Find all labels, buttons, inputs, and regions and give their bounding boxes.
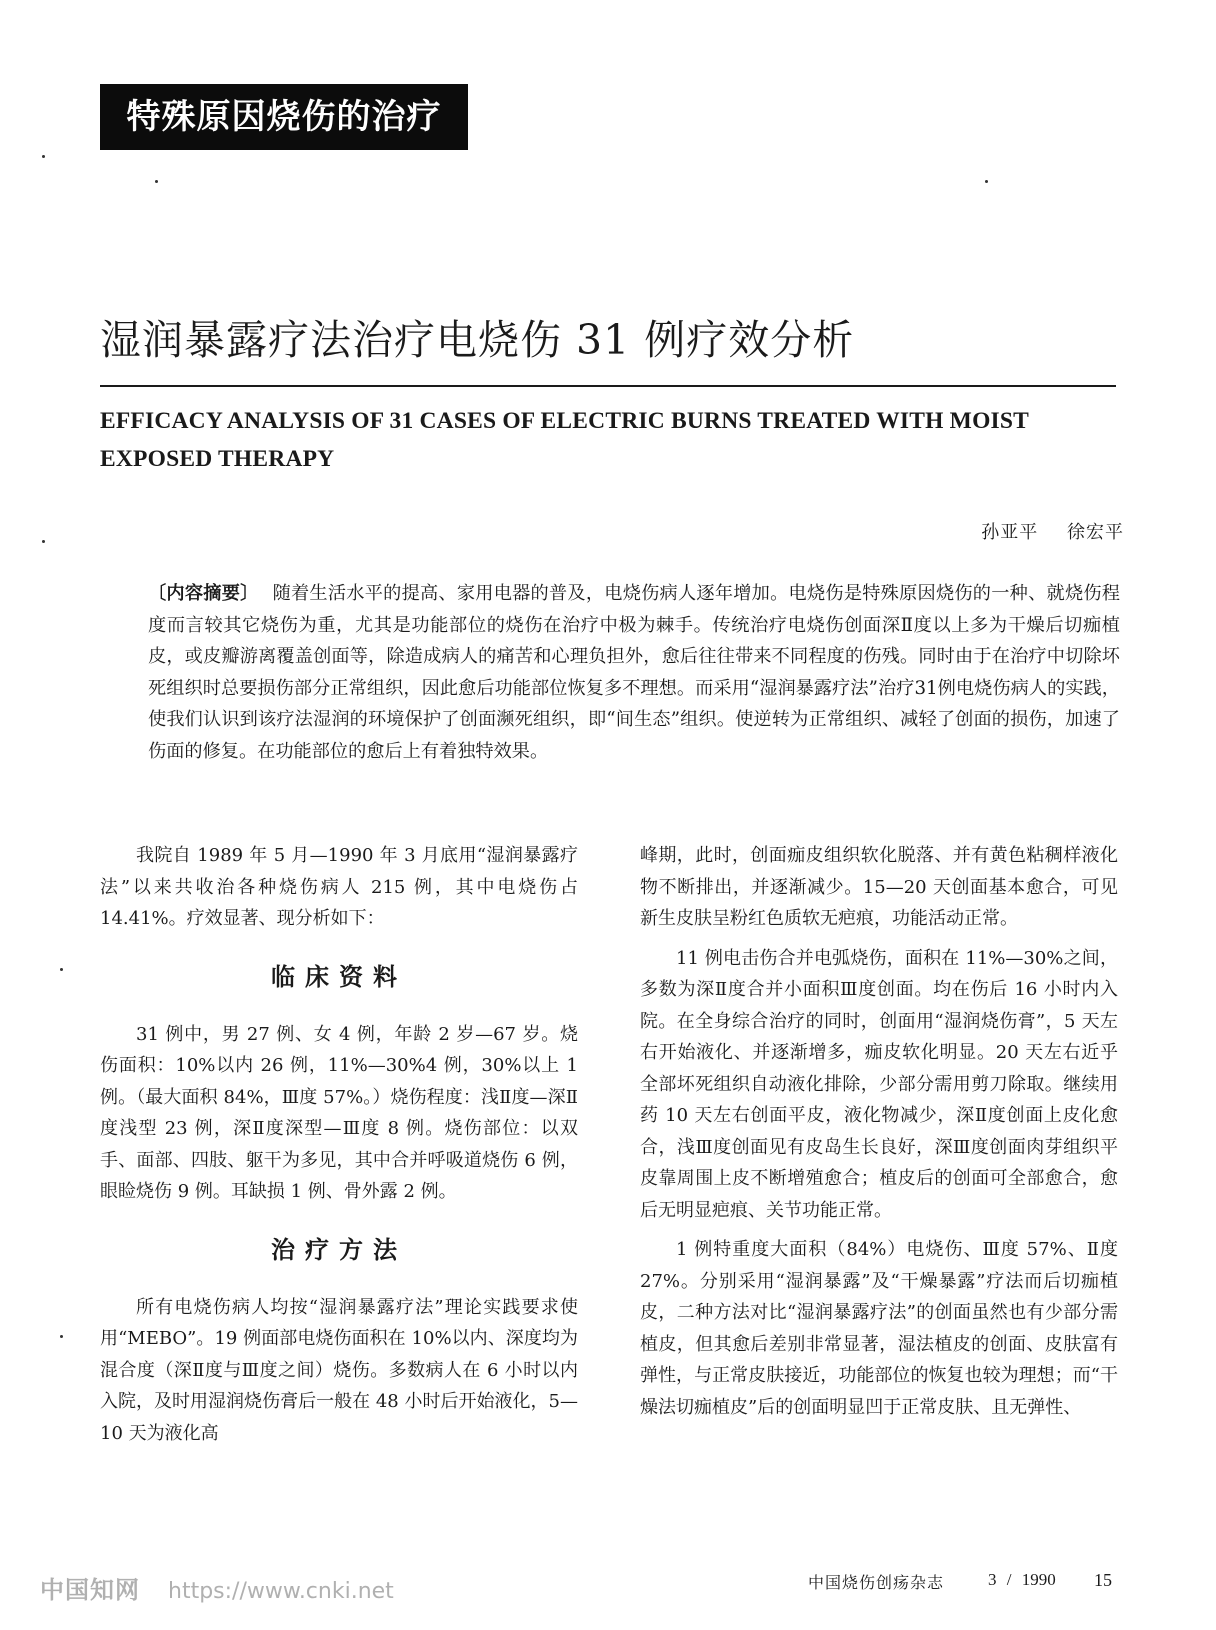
footer-issue: 3 / 1990 — [988, 1570, 1056, 1589]
heading-treatment-method: 治疗方法 — [271, 1235, 407, 1264]
footer-journal-name: 中国烧伤创疡杂志 — [808, 1573, 945, 1592]
cnki-url: https://www.cnki.net — [168, 1579, 394, 1604]
scan-speck — [60, 1335, 63, 1338]
abstract — [148, 578, 1120, 767]
heading-clinical-data: 临床资料 — [271, 962, 407, 991]
article-title-en: EFFICACY ANALYSIS OF 31 CASES OF ELECTRIC BURNS TREATED WITH MOIST EXPOSED THERAPY — [100, 408, 1029, 472]
abstract-text: 随着生活水平的提高、家用电器的普及，电烧伤病人逐年增加。电烧伤是特殊原因烧伤的一种、就烧伤程度而言较其它烧伤为重，尤其是功能部位的烧伤在治疗中极为棘手。传统治疗电烧伤创面深Ⅱ度以上多为干燥后切痂植皮，或皮瓣游离覆盖创面等，除造成病人的痛苦和心理负担外，愈后往往带来不同程度的伤残。同时由于在治疗中切除坏死组织时总要损伤部分正常组织，因此愈后功能部位恢复多不理想。而采用“湿润暴露疗法”治疗31例电烧伤病人的实践，使我们认识到该疗法湿润的环境保护了创面濒死组织，即“间生态”组织。使逆转为正常组织、减轻了创面的损伤，加速了伤面的修复。在功能部位的愈后上有着独特效果。 — [148, 583, 1120, 762]
right-column — [640, 840, 1118, 1423]
clinical-paragraph: 31 例中，男 27 例、女 4 例，年龄 2 岁—67 岁。烧伤面积：10%以内 26 例，11%—30%4 例，30%以上 1 例。（最大面积 84%，Ⅲ度 57%。）烧伤程度：浅Ⅱ度—深Ⅱ度浅型 23 例，深Ⅱ度深型—Ⅲ度 8 例。烧伤部位：以双手、面部、四肢、躯干为多见，其中合并呼吸道烧伤 6 例，眼睑烧伤 9 例。耳缺损 1 例、骨外露 2 例。 — [100, 1023, 578, 1202]
scan-speck — [42, 155, 45, 158]
continued-paragraph: 峰期，此时，创面痂皮组织软化脱落、并有黄色粘稠样液化物不断排出，并逐渐减少。15—20 天创面基本愈合，可见新生皮肤呈粉红色质软无疤痕，功能活动正常。 — [640, 845, 1118, 929]
section-banner: 特殊原因烧伤的治疗 — [100, 84, 468, 150]
cnki-logo: 中国知网 — [40, 1576, 140, 1604]
title-rule — [100, 385, 1116, 387]
scan-speck — [155, 180, 158, 183]
paragraph-11-cases: 11 例电击伤合并电弧烧伤，面积在 11%—30%之间，多数为深Ⅱ度合并小面积Ⅲ度创面。均在伤后 16 小时内入院。在全身综合治疗的同时，创面用“湿润烧伤膏”，5 天左右开始液化、并逐渐增多，痂皮软化明显。20 天左右近乎全部坏死组织自动液化排除，少部分需用剪刀除取。继续用药 10 天左右创面平皮，液化物减少，深Ⅱ度创面上皮化愈合，浅Ⅲ度创面见有皮岛生长良好，深Ⅲ度创面肉芽组织平皮靠周围上皮不断增殖愈合；植皮后的创面可全部愈合，愈后无明显疤痕、关节功能正常。 — [640, 947, 1118, 1221]
scan-speck — [60, 968, 63, 971]
abstract-label: 〔内容摘要〕 — [148, 583, 259, 604]
cnki-watermark — [40, 1570, 394, 1605]
article-title-cn: 湿润暴露疗法治疗电烧伤 31 例疗效分析 — [100, 316, 855, 364]
paragraph-1-case: 1 例特重度大面积（84%）电烧伤、Ⅲ度 57%、Ⅱ度 27%。分别采用“湿润暴露”及“干燥暴露”疗法而后切痂植皮，二种方法对比“湿润暴露疗法”的创面虽然也有少部分需植皮，但其愈后差别非常显著，湿法植皮的创面、皮肤富有弹性，与正常皮肤接近，功能部位的恢复也较为理想；而“干燥法切痂植皮”后的创面明显凹于正常皮肤、且无弹性、 — [640, 1239, 1118, 1418]
authors: 孙亚平 徐宏平 — [981, 522, 1124, 543]
intro-paragraph: 我院自 1989 年 5 月—1990 年 3 月底用“湿润暴露疗法”以来共收治各种烧伤病人 215 例，其中电烧伤占 14.41%。疗效显著、现分析如下： — [100, 845, 578, 929]
left-column — [100, 840, 578, 1449]
method-paragraph: 所有电烧伤病人均按“湿润暴露疗法”理论实践要求使用“MEBO”。19 例面部电烧伤面积在 10%以内、深度均为混合度（深Ⅱ度与Ⅲ度之间）烧伤。多数病人在 6 小时以内入院，及时用湿润烧伤膏后一般在 48 小时后开始液化，5—10 天为液化高 — [100, 1296, 578, 1444]
page-number: 15 — [1094, 1570, 1112, 1590]
scan-speck — [42, 540, 45, 543]
scan-speck — [985, 180, 988, 183]
